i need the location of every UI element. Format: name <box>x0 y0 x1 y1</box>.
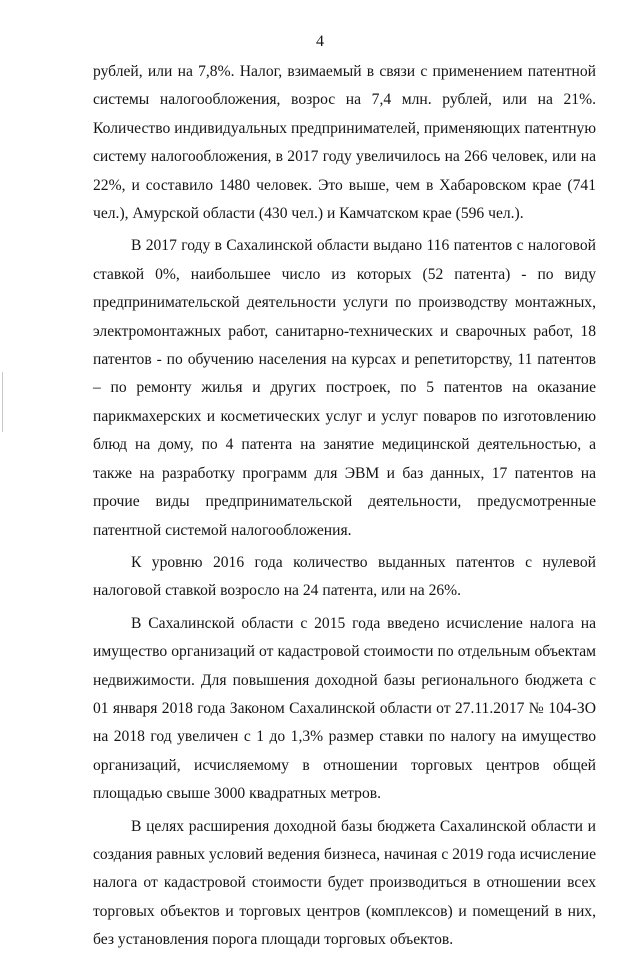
paragraph-4: В Сахалинской области с 2015 года введено исчисление налога на имущество организаций от кадастровой стоимости по отдельным объектам недвижимости. Для повышения доходной базы регионального бюджета с 01 января 2018 года Законом Сахалинской области от 27.11.2017 № 104-ЗО на 2018 год увеличен с 1 до 1,3% размер ставки по налогу на имущество организаций, исчисляемому в отношении торговых центров общей площадью свыше 3000 квадратных метров. <box>93 614 596 803</box>
paragraph-1: рублей, или на 7,8%. Налог, взимаемый в связи с применением патентной системы налогообложения, возрос на 7,4 млн. рублей, или на 21%. Количество индивидуальных предпринимателей, применяющих патентную систему налогообложения, в 2017 году увеличилось на 266 человек, или на 22%, и составило 1480 человек. Это выше, чем в Хабаровском крае (741 чел.), Амурской области (430 чел.) и Камчатском крае (596 чел.). <box>93 63 596 223</box>
body-text <box>93 58 596 955</box>
paragraph-2: В 2017 году в Сахалинской области выдано 116 патентов с налоговой ставкой 0%, наибольшее число из которых (52 патента) - по виду предпринимательской деятельности услуги по производству монтажных, электромонтажных работ, санитарно-технических и сварочных работ, 18 патентов - по обучению населения на курсах и репетиторству, 11 патентов – по ремонту жилья и других построек, по 5 патентов на оказание парикмахерских и косметических услуг и услуг поваров по изготовлению блюд на дому, по 4 патента на занятие медицинской деятельностью, а также на разработку программ для ЭВМ и баз данных, 17 патентов на прочие виды предпринимательской деятельности, предусмотренные патентной системой налогообложения. <box>93 237 596 539</box>
page-number: 4 <box>316 33 324 50</box>
paragraph-5: В целях расширения доходной базы бюджета Сахалинской области и создания равных условий ведения бизнеса, начиная с 2019 года исчисление налога от кадастровой стоимости будет производиться в отношении всех торговых объектов и торговых центров (комплексов) и помещений в них, без установления порога площади торговых объектов. <box>93 817 596 949</box>
paragraph-3: К уровню 2016 года количество выданных патентов с нулевой налоговой ставкой возросло на 24 патента, или на 26%. <box>93 553 596 600</box>
scan-edge-mark <box>2 372 3 432</box>
